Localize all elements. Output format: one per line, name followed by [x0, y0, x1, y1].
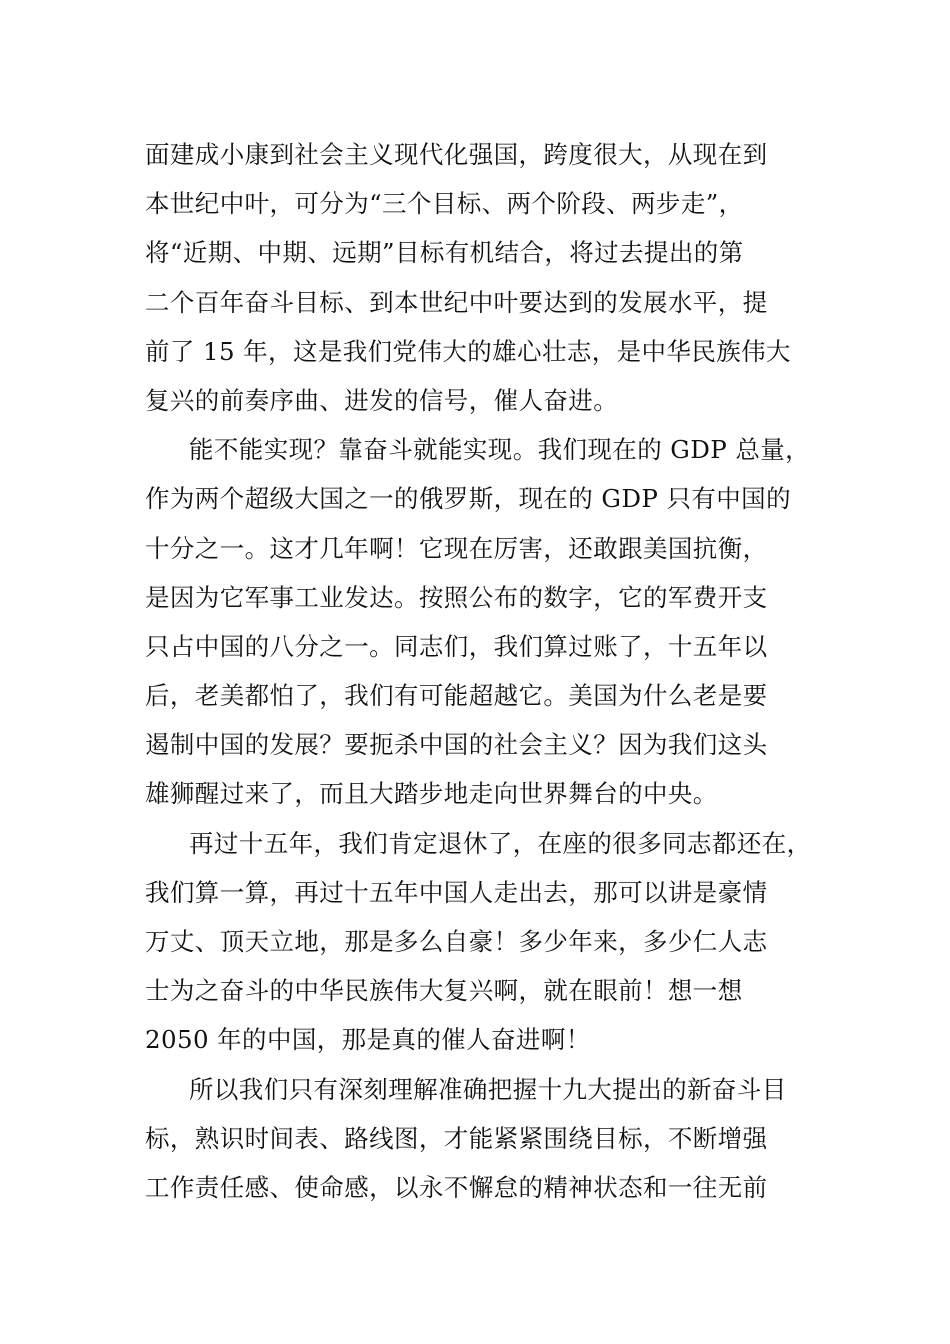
- text-line: 二个百年奋斗目标、到本世纪中叶要达到的发展水平，提: [145, 287, 768, 317]
- text-line: 前了 15 年，这是我们党伟大的雄心壮志，是中华民族伟大: [145, 336, 791, 366]
- paragraph-start-line: 所以我们只有深刻理解准确把握十九大提出的新奋斗目: [189, 1074, 787, 1104]
- paragraph-start-line: 能不能实现？靠奋斗就能实现。我们现在的 GDP 总量，: [189, 435, 811, 465]
- text-line: 士为之奋斗的中华民族伟大复兴啊，就在眼前！想一想: [145, 976, 743, 1006]
- text-line: 我们算一算，再过十五年中国人走出去，那可以讲是豪情: [145, 877, 768, 907]
- text-line: 本世纪中叶，可分为“三个目标、两个阶段、两步走”，: [145, 189, 744, 219]
- text-line: 标，熟识时间表、路线图，才能紧紧围绕目标，不断增强: [145, 1123, 768, 1153]
- text-line: 后，老美都怕了，我们有可能超越它。美国为什么老是要: [145, 681, 768, 711]
- text-line: 遏制中国的发展？要扼杀中国的社会主义？因为我们这头: [145, 730, 768, 760]
- text-line: 十分之一。这才几年啊！它现在厉害，还敢跟美国抗衡，: [145, 533, 768, 563]
- text-line: 是因为它军事工业发达。按照公布的数字，它的军费开支: [145, 582, 768, 612]
- text-line: 面建成小康到社会主义现代化强国，跨度很大，从现在到: [145, 140, 768, 169]
- text-line: 2050 年的中国，那是真的催人奋进啊！: [145, 1025, 591, 1055]
- text-line: 作为两个超级大国之一的俄罗斯，现在的 GDP 只有中国的: [145, 484, 791, 514]
- paragraph-start-line: 再过十五年，我们肯定退休了，在座的很多同志都还在，: [189, 828, 812, 858]
- text-line: 复兴的前奏序曲、进发的信号，催人奋进。: [145, 385, 619, 415]
- body-text: [145, 130, 835, 1212]
- text-line: 万丈、顶天立地，那是多么自豪！多少年来，多少仁人志: [145, 927, 768, 956]
- text-line: 只占中国的八分之一。同志们，我们算过账了，十五年以: [145, 631, 768, 661]
- text-line: 将“近期、中期、远期”目标有机结合，将过去提出的第: [145, 238, 744, 268]
- text-line: 工作责任感、使命感，以永不懈怠的精神状态和一往无前: [145, 1172, 768, 1202]
- text-line: 雄狮醒过来了，而且大踏步地走向世界舞台的中央。: [145, 779, 718, 809]
